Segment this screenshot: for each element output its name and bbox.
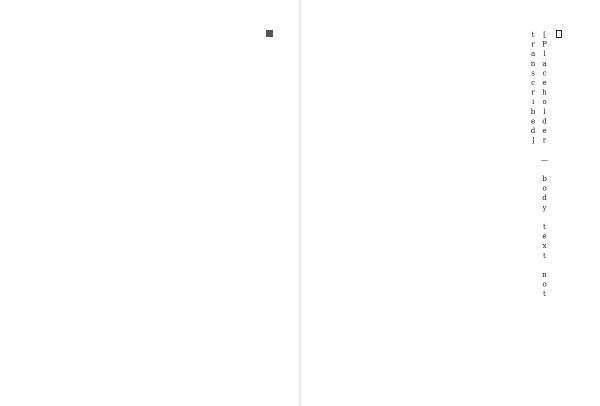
right-page-header bbox=[572, 6, 578, 12]
section-marker-icon bbox=[266, 30, 273, 37]
section-heading bbox=[262, 30, 276, 40]
left-page-body bbox=[32, 30, 286, 390]
right-page-paragraphs bbox=[527, 30, 550, 390]
page-gutter bbox=[298, 0, 302, 406]
left-page-header bbox=[22, 6, 36, 12]
body-paragraph: [Placeholder — body text not transcribed] bbox=[528, 30, 549, 299]
chapter-label bbox=[556, 30, 562, 38]
right-page-body bbox=[312, 30, 564, 390]
